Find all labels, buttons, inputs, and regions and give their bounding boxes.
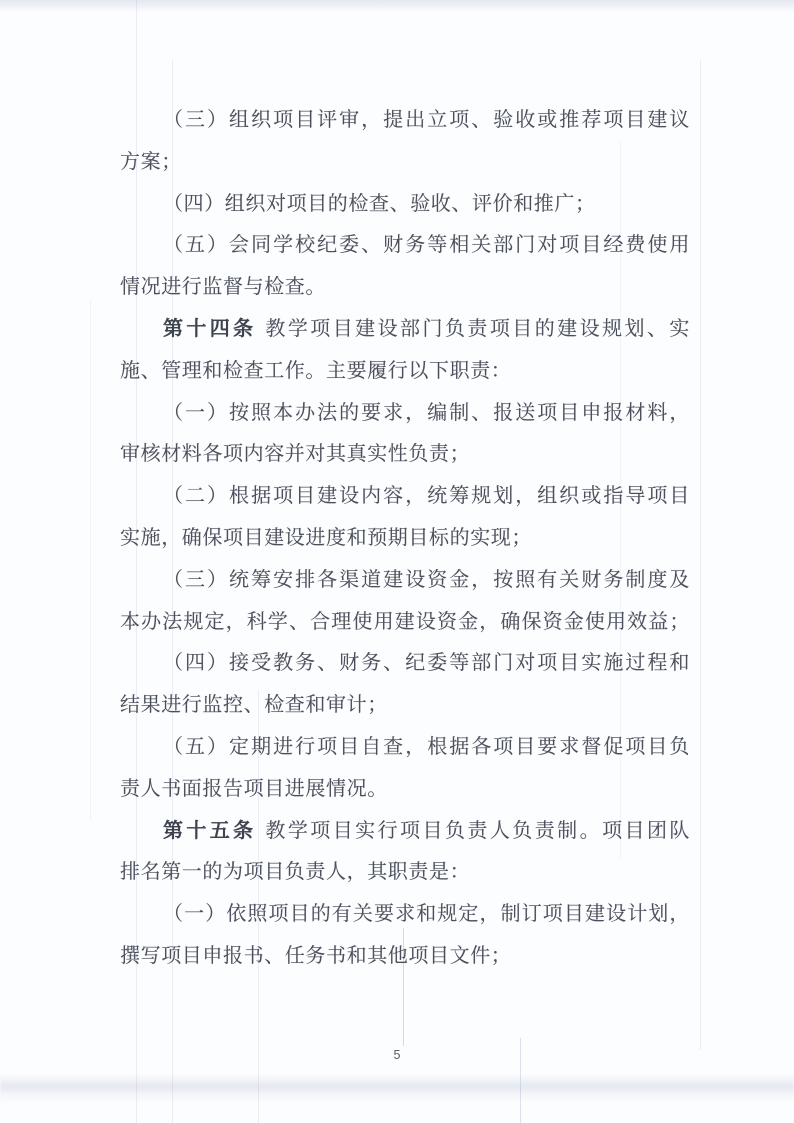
text-line: 第十四条 教学项目建设部门负责项目的建设规划、实 (163, 317, 691, 340)
text-line: （一）按照本办法的要求，编制、报送项目申报材料， (163, 401, 690, 424)
text-line: （五）定期进行项目自查，根据各项目要求督促项目负 (163, 735, 690, 758)
text-line: 排名第一的为项目负责人，其职责是： (120, 861, 471, 884)
text-line: 本办法规定，科学、合理使用建设资金，确保资金使用效益； (120, 610, 690, 633)
text-line: 撰写项目申报书、任务书和其他项目文件； (120, 944, 512, 967)
text-line: 责人书面报告项目进展情况。 (120, 777, 388, 800)
text-line: 审核材料各项内容并对其真实性负责； (120, 443, 471, 466)
text-line: 方案； (120, 150, 182, 173)
text-line: 第十五条 教学项目实行项目负责人负责制。项目团队 (163, 819, 691, 842)
document-body (120, 100, 690, 978)
text-line: （五）会同学校纪委、财务等相关部门对项目经费使用 (163, 234, 690, 257)
text-line: （三）统筹安排各渠道建设资金，按照有关财务制度及 (163, 568, 690, 591)
scan-artifact-top-edge (0, 0, 794, 12)
text-line: （四）接受教务、财务、纪委等部门对项目实施过程和 (163, 652, 690, 675)
text-line: 施、管理和检查工作。主要履行以下职责： (120, 359, 512, 382)
article-number: 第十五条 (163, 819, 257, 842)
text-line: （三）组织项目评审，提出立项、验收或推荐项目建议 (163, 109, 690, 131)
scan-streak (700, 60, 701, 1050)
text-line: 情况进行监督与检查。 (120, 276, 326, 299)
text-line: （一）依照项目的有关要求和规定，制订项目建设计划， (163, 903, 690, 926)
scan-streak (90, 300, 91, 820)
text-line: （二）根据项目建设内容，统筹规划，组织或指导项目 (163, 485, 690, 508)
article-number: 第十四条 (163, 317, 257, 340)
page-number: 5 (393, 1048, 401, 1062)
text-line: 实施，确保项目建设进度和预期目标的实现； (120, 526, 532, 549)
text-line: 结果进行监控、检查和审计； (120, 694, 388, 717)
text-line: （四）组织对项目的检查、验收、评价和推广； (163, 192, 596, 215)
scan-artifact-bottom-edge (0, 1074, 794, 1102)
